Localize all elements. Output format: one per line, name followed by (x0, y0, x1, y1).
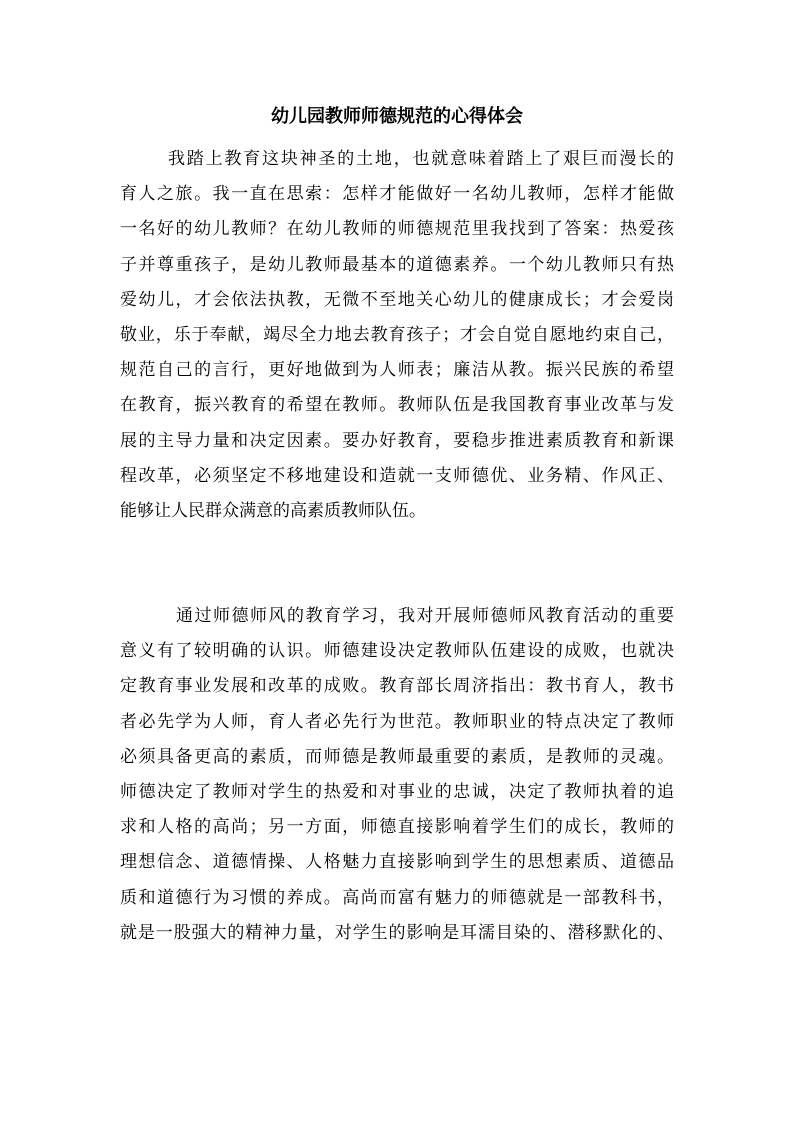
text-line: 质和道德行为习惯的养成。高尚而富有魅力的师德就是一部教科书， (120, 887, 674, 908)
text-line: 求和人格的高尚；另一方面，师德直接影响着学生们的成长，教师的 (120, 817, 674, 838)
text-line: 育人之旅。我一直在思索：怎样才能做好一名幼儿教师，怎样才能做 (120, 184, 674, 205)
paragraph-1 (120, 142, 674, 529)
text-line: 定教育事业发展和改革的成败。教育部长周济指出：教书育人，教书 (120, 676, 674, 697)
text-line: 必须具备更高的素质，而师德是教师最重要的素质，是教师的灵魂。 (120, 746, 674, 767)
text-line: 爱幼儿，才会依法执教，无微不至地关心幼儿的健康成长；才会爱岗 (120, 289, 674, 310)
text-line: 意义有了较明确的认识。师德建设决定教师队伍建设的成败，也就决 (120, 641, 674, 662)
text-line: 一名好的幼儿教师？在幼儿教师的师德规范里我找到了答案：热爱孩 (120, 219, 674, 240)
text-line: 通过师德师风的教育学习，我对开展师德师风教育活动的重要 (176, 606, 674, 626)
text-line: 程改革，必须坚定不移地建设和造就一支师德优、业务精、作风正、 (120, 465, 674, 486)
text-line: 规范自己的言行，更好地做到为人师表；廉洁从教。振兴民族的希望 (120, 360, 674, 381)
text-line: 者必先学为人师，育人者必先行为世范。教师职业的特点决定了教师 (120, 711, 674, 732)
text-line: 师德决定了教师对学生的热爱和对事业的忠诚，决定了教师执着的追 (120, 781, 674, 802)
text-line: 子并尊重孩子，是幼儿教师最基本的道德素养。一个幼儿教师只有热 (120, 254, 674, 275)
text-line: 就是一股强大的精神力量，对学生的影响是耳濡目染的、潜移默化的、 (120, 922, 674, 943)
text-line: 理想信念、道德情操、人格魅力直接影响到学生的思想素质、道德品 (120, 852, 674, 873)
paragraph-2 (120, 599, 674, 951)
text-line: 敬业，乐于奉献，竭尽全力地去教育孩子；才会自觉自愿地约束自己， (120, 324, 674, 345)
text-line: 在教育，振兴教育的希望在教师。教师队伍是我国教育事业改革与发 (120, 395, 674, 416)
text-line: 我踏上教育这块神圣的土地，也就意味着踏上了艰巨而漫长的 (168, 149, 674, 169)
text-line: 展的主导力量和决定因素。要办好教育，要稳步推进素质教育和新课 (120, 430, 674, 451)
document-title: 幼儿园教师师德规范的心得体会 (271, 106, 523, 127)
text-line: 能够让人民群众满意的高素质教师队伍。 (120, 500, 426, 521)
